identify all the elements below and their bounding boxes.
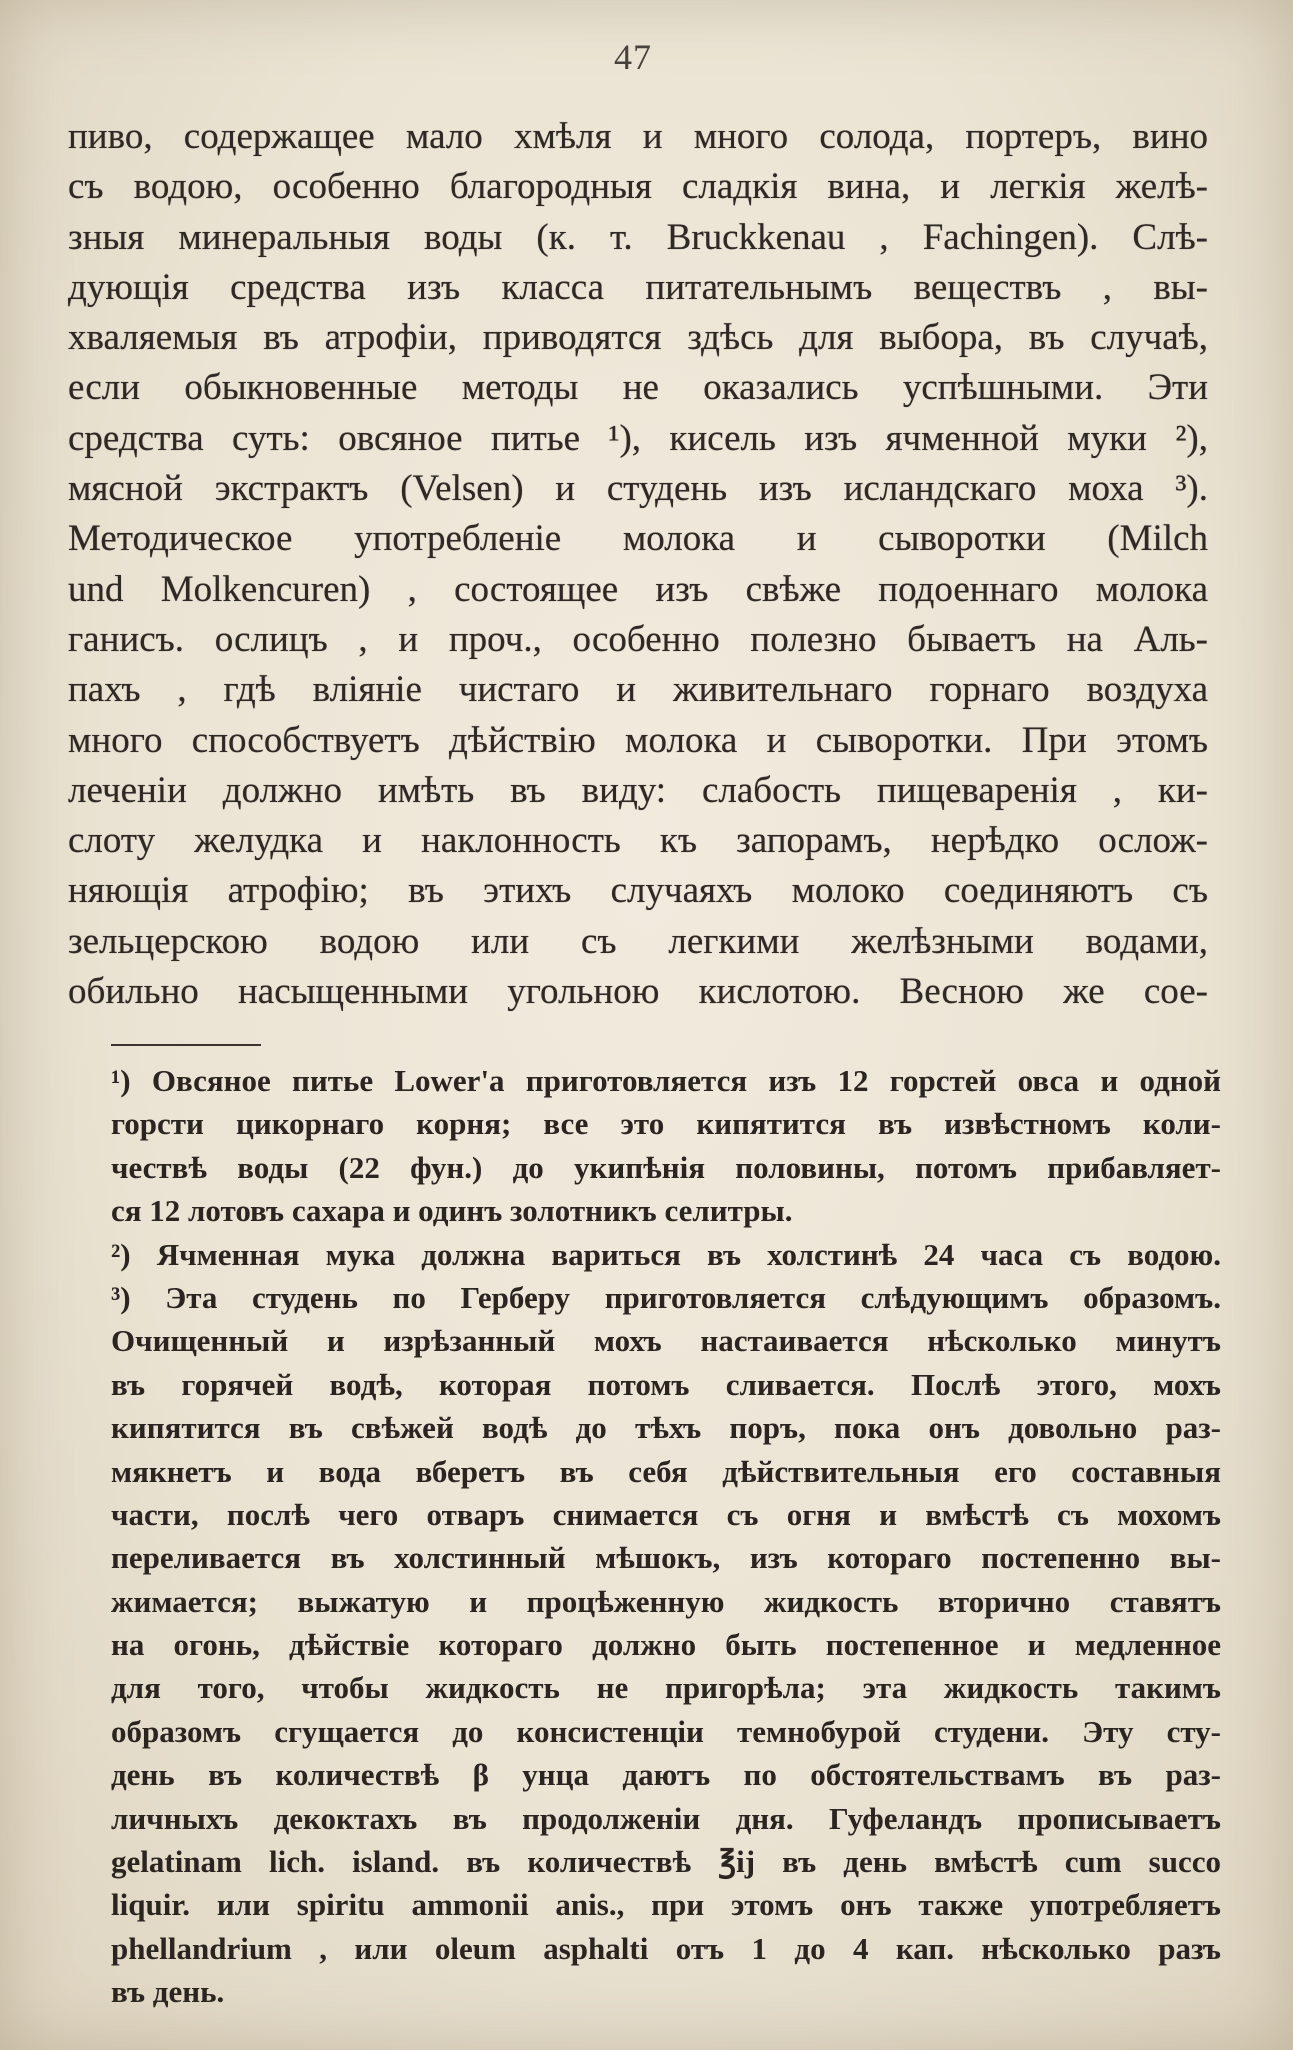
footnote-line: ся 12 лотовъ сахара и одинъ золотникъ селитры. [111,1193,793,1229]
body-line: няющія атрофію; въ этихъ случаяхъ молоко соединяютъ съ [68,870,1208,912]
body-line: зныя минеральныя воды (к. т. Bruckkenau , Fachingen). Слѣ- [68,216,1208,258]
footnote-line: горсти цикорнаго корня; все это кипятится въ извѣстномъ коли- [111,1106,1221,1142]
body-line: зельцерскою водою или съ легкими желѣзными водами, [68,920,1208,962]
body-line: мясной экстрактъ (Velsen) и студень изъ исландскаго моха ³). [68,468,1208,510]
footnote-line: на огонь, дѣйствіе котораго должно быть постепенное и медленное [111,1627,1221,1663]
footnote-line: день въ количествѣ β унца даютъ по обстоятельствамъ въ раз- [111,1757,1221,1793]
body-line: Методическое употребленіе молока и сыворотки (Milch [68,518,1208,560]
footnote-line: ²) Ячменная мука должна вариться въ холстинѣ 24 часа съ водою. [111,1236,1221,1272]
body-line: дующія средства изъ класса питательнымъ веществъ , вы- [68,266,1208,308]
footnote-line: gelatinam lich. island. въ количествѣ ℥ij въ день вмѣстѣ cum succo [111,1844,1221,1880]
footnote-line: образомъ сгущается до консистенціи темнобурой студени. Эту сту- [111,1713,1221,1749]
body-line: средства суть: овсяное питье ¹), кисель изъ ячменной муки ²), [68,417,1208,459]
footnote-line: ³) Эта студень по Герберу приготовляется слѣдующимъ образомъ. [111,1279,1221,1315]
page-number: 47 [614,37,652,77]
footnote-line: чествѣ воды (22 фун.) до укипѣнія половины, потомъ прибавляет- [111,1149,1221,1185]
footnote-line: переливается въ холстинный мѣшокъ, изъ котораго постепенно вы- [111,1540,1221,1576]
body-line: если обыкновенные методы не оказались успѣшными. Эти [68,367,1208,409]
footnotes [111,1059,1221,2014]
body-line: пиво, содержащее мало хмѣля и много солода, портеръ, вино [68,116,1208,157]
footnote-line: liquir. или spiritu ammonii anis., при этомъ онъ также употребляетъ [111,1887,1221,1923]
footnote-line: жимается; выжатую и процѣженную жидкость вторично ставятъ [111,1583,1221,1619]
footnote-line: части, послѣ чего отваръ снимается съ огня и вмѣстѣ съ мохомъ [111,1496,1221,1532]
body-line: съ водою, особенно благородныя сладкія вина, и легкія желѣ- [68,166,1208,208]
main-text [68,112,1208,1017]
footnote-line: кипятится въ свѣжей водѣ до тѣхъ поръ, пока онъ довольно раз- [111,1410,1221,1446]
body-line: пахъ , гдѣ вліяніе чистаго и живительнаго горнаго воздуха [68,669,1208,711]
footnote-line: phellandrium , или oleum asphalti отъ 1 до 4 кап. нѣсколько разъ [111,1930,1221,1966]
footnote-line: Очищенный и изрѣзанный мохъ настаивается нѣсколько минутъ [111,1323,1221,1359]
footnote-line: въ горячей водѣ, которая потомъ сливается. Послѣ этого, мохъ [111,1366,1221,1402]
body-line: леченіи должно имѣть въ виду: слабость пищеваренія , ки- [68,769,1208,811]
body-line: und Molkencuren) , состоящее изъ свѣже подоеннаго молока [68,568,1208,610]
footnote-separator [111,1044,261,1046]
body-line: обильно насыщенными угольною кислотою. Весною же сое- [68,971,1208,1013]
footnote-line: ¹) Овсяное питье Lower'а приготовляется изъ 12 горстей овса и одной [111,1063,1221,1098]
footnote-line: мякнетъ и вода вберетъ въ себя дѣйствительныя его составныя [111,1453,1221,1489]
body-line: хваляемыя въ атрофіи, приводятся здѣсь для выбора, въ случаѣ, [68,317,1208,359]
body-line: много способствуетъ дѣйствію молока и сыворотки. При этомъ [68,719,1208,761]
footnote-line: для того, чтобы жидкость не пригорѣла; эта жидкость такимъ [111,1670,1221,1706]
footnote-line: личныхъ декоктахъ въ продолженіи дня. Гуфеландъ прописываетъ [111,1800,1221,1836]
body-line: ганисъ. ослицъ , и проч., особенно полезно бываетъ на Аль- [68,618,1208,660]
body-line: слоту желудка и наклонность къ запорамъ, нерѣдко ослож- [68,820,1208,862]
footnote-line: въ день. [111,1974,225,2010]
